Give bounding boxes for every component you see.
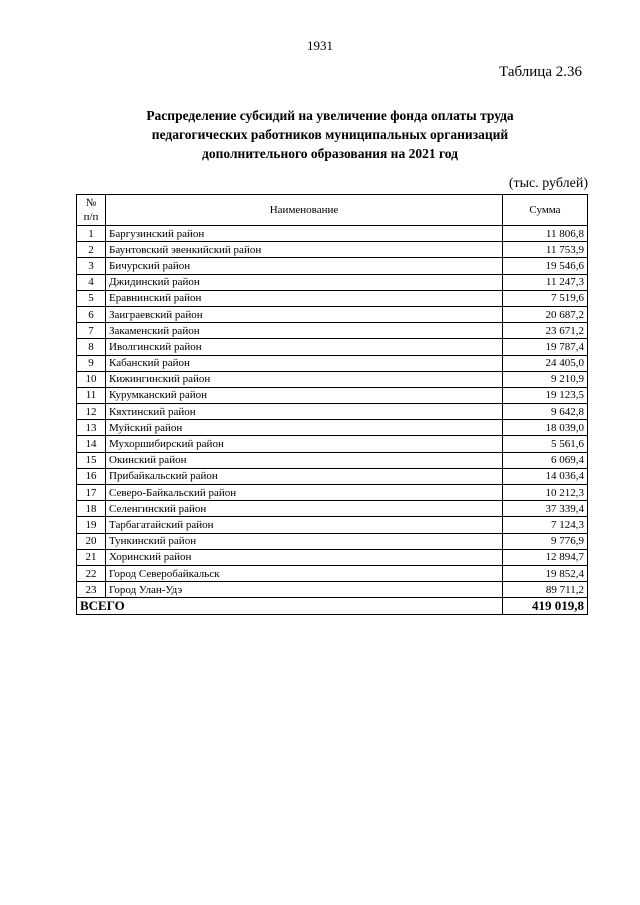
- row-name: Тарбагатайский район: [106, 517, 503, 533]
- table-row: [77, 323, 588, 339]
- row-sum: 18 039,0: [503, 420, 588, 436]
- page-number: 1931: [307, 38, 333, 53]
- document-title: [60, 106, 600, 163]
- row-name: Город Северобайкальск: [106, 565, 503, 581]
- row-sum: 9 642,8: [503, 404, 588, 420]
- table-row: [77, 339, 588, 355]
- row-number: 17: [77, 485, 106, 501]
- row-name: Кяхтинский район: [106, 404, 503, 420]
- row-sum: 19 546,6: [503, 258, 588, 274]
- row-number: 4: [77, 274, 106, 290]
- table-header-row: [77, 195, 588, 226]
- row-name: Закаменский район: [106, 323, 503, 339]
- row-name: Мухоршибирский район: [106, 436, 503, 452]
- row-sum: 19 852,4: [503, 565, 588, 581]
- row-number: 3: [77, 258, 106, 274]
- table-row: [77, 258, 588, 274]
- row-number: 11: [77, 387, 106, 403]
- table-row: [77, 517, 588, 533]
- row-number: 20: [77, 533, 106, 549]
- header-sum: Сумма: [503, 195, 588, 226]
- row-number: 2: [77, 242, 106, 258]
- row-number: 16: [77, 468, 106, 484]
- table-row: [77, 436, 588, 452]
- header-num-line: №: [85, 197, 97, 209]
- row-name: Баргузинский район: [106, 226, 503, 242]
- row-name: Баунтовский эвенкийский район: [106, 242, 503, 258]
- table-row: [77, 290, 588, 306]
- row-name: Иволгинский район: [106, 339, 503, 355]
- table-body: [77, 226, 588, 598]
- header-num: [77, 195, 106, 226]
- row-sum: 89 711,2: [503, 582, 588, 598]
- header-name: Наименование: [106, 195, 503, 226]
- row-sum: 20 687,2: [503, 306, 588, 322]
- row-sum: 7 519,6: [503, 290, 588, 306]
- row-name: Тункинский район: [106, 533, 503, 549]
- title-line: дополнительного образования на 2021 год: [202, 146, 458, 161]
- total-row: [77, 598, 588, 615]
- table-row: [77, 452, 588, 468]
- table-row: [77, 565, 588, 581]
- row-sum: 24 405,0: [503, 355, 588, 371]
- table-row: [77, 485, 588, 501]
- row-name: Еравнинский район: [106, 290, 503, 306]
- row-number: 18: [77, 501, 106, 517]
- row-sum: 11 247,3: [503, 274, 588, 290]
- row-name: Кижингинский район: [106, 371, 503, 387]
- row-sum: 10 212,3: [503, 485, 588, 501]
- row-number: 12: [77, 404, 106, 420]
- table-row: [77, 371, 588, 387]
- row-sum: 14 036,4: [503, 468, 588, 484]
- table-caption: Таблица 2.36: [499, 64, 582, 80]
- units-label: (тыс. рублей): [508, 176, 588, 191]
- row-name: Прибайкальский район: [106, 468, 503, 484]
- table-row: [77, 404, 588, 420]
- row-sum: 9 776,9: [503, 533, 588, 549]
- row-sum: 19 787,4: [503, 339, 588, 355]
- row-sum: 7 124,3: [503, 517, 588, 533]
- row-name: Город Улан-Удэ: [106, 582, 503, 598]
- row-sum: 12 894,7: [503, 549, 588, 565]
- table-row: [77, 420, 588, 436]
- header-num-line: п/п: [83, 211, 99, 223]
- row-sum: 19 123,5: [503, 387, 588, 403]
- row-name: Бичурский район: [106, 258, 503, 274]
- table-row: [77, 306, 588, 322]
- row-sum: 11 753,9: [503, 242, 588, 258]
- table-row: [77, 274, 588, 290]
- row-number: 9: [77, 355, 106, 371]
- table-row: [77, 468, 588, 484]
- row-name: Окинский район: [106, 452, 503, 468]
- row-name: Муйский район: [106, 420, 503, 436]
- table-row: [77, 582, 588, 598]
- row-number: 14: [77, 436, 106, 452]
- table-row: [77, 501, 588, 517]
- row-name: Северо-Байкальский район: [106, 485, 503, 501]
- row-number: 1: [77, 226, 106, 242]
- row-number: 6: [77, 306, 106, 322]
- table-row: [77, 242, 588, 258]
- row-sum: 5 561,6: [503, 436, 588, 452]
- subsidies-table: [76, 194, 588, 615]
- table-row: [77, 387, 588, 403]
- row-sum: 11 806,8: [503, 226, 588, 242]
- row-sum: 6 069,4: [503, 452, 588, 468]
- row-sum: 23 671,2: [503, 323, 588, 339]
- row-name: Джидинский район: [106, 274, 503, 290]
- row-name: Хоринский район: [106, 549, 503, 565]
- row-number: 8: [77, 339, 106, 355]
- row-name: Заиграевский район: [106, 306, 503, 322]
- row-number: 15: [77, 452, 106, 468]
- table-row: [77, 533, 588, 549]
- row-name: Селенгинский район: [106, 501, 503, 517]
- table-row: [77, 355, 588, 371]
- row-number: 19: [77, 517, 106, 533]
- row-sum: 9 210,9: [503, 371, 588, 387]
- table-row: [77, 226, 588, 242]
- title-line: Распределение субсидий на увеличение фонда оплаты труда: [146, 108, 514, 123]
- row-name: Кабанский район: [106, 355, 503, 371]
- row-number: 7: [77, 323, 106, 339]
- total-label: ВСЕГО: [77, 598, 503, 615]
- row-name: Курумканский район: [106, 387, 503, 403]
- row-sum: 37 339,4: [503, 501, 588, 517]
- row-number: 23: [77, 582, 106, 598]
- table-row: [77, 549, 588, 565]
- row-number: 5: [77, 290, 106, 306]
- row-number: 13: [77, 420, 106, 436]
- row-number: 21: [77, 549, 106, 565]
- title-line: педагогических работников муниципальных организаций: [151, 127, 509, 142]
- row-number: 10: [77, 371, 106, 387]
- total-sum: 419 019,8: [503, 598, 588, 615]
- row-number: 22: [77, 565, 106, 581]
